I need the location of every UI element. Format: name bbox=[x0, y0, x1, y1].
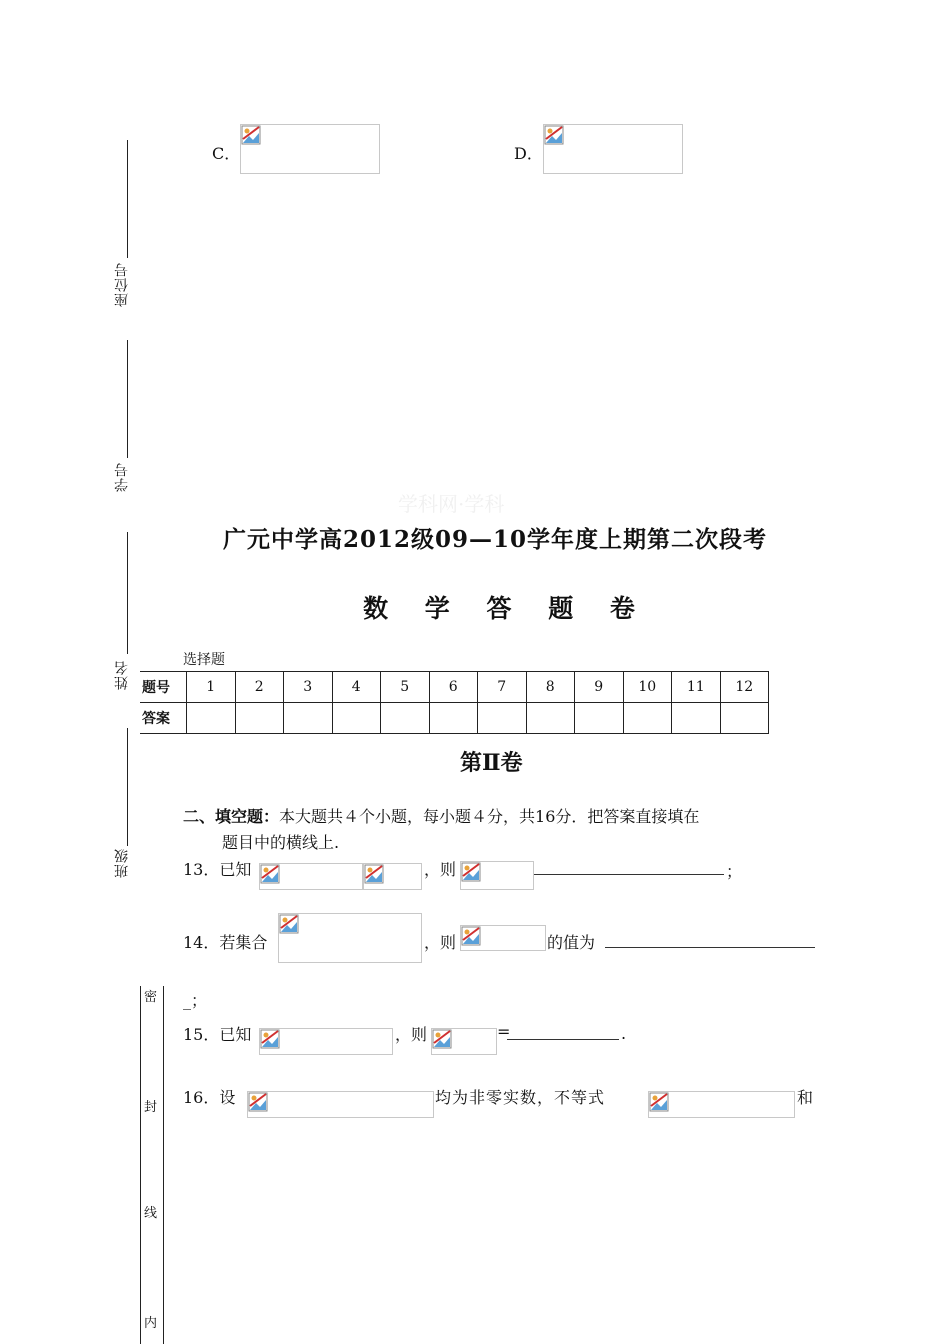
seal-char: 线 bbox=[144, 1206, 158, 1221]
fill-section-text-2: 题目中的横线上. bbox=[222, 833, 340, 852]
answer-cell[interactable] bbox=[672, 703, 721, 734]
answer-cell[interactable] bbox=[187, 703, 236, 734]
answer-table bbox=[140, 671, 769, 734]
table-row bbox=[140, 672, 769, 703]
question-number: 5 bbox=[381, 672, 430, 703]
q15-answer-blank[interactable] bbox=[507, 1039, 619, 1040]
answer-cell[interactable] bbox=[623, 703, 672, 734]
seal-char: 封 bbox=[144, 1100, 158, 1115]
question-number: 11 bbox=[672, 672, 721, 703]
q15-then: ，则 bbox=[395, 1025, 428, 1044]
q15-formula-image bbox=[431, 1028, 497, 1055]
question-number: 4 bbox=[332, 672, 381, 703]
q13-label: 13．已知 bbox=[183, 860, 252, 879]
q16-mid: 均为非零实数，不等式 bbox=[435, 1088, 606, 1107]
q15-formula-image bbox=[259, 1028, 393, 1055]
question-number: 3 bbox=[284, 672, 333, 703]
broken-image-icon bbox=[544, 125, 564, 145]
q16-formula-image bbox=[247, 1091, 434, 1118]
choice-section-label: 选择题 bbox=[183, 652, 225, 668]
fill-section-text: 本大题共４个小题，每小题４分，共16分．把答案直接填在 bbox=[279, 807, 700, 826]
q13-formula-image bbox=[363, 863, 422, 890]
seal-line-box bbox=[140, 986, 164, 1344]
q13-end: ； bbox=[726, 862, 743, 881]
question-number: 10 bbox=[623, 672, 672, 703]
broken-image-icon bbox=[461, 926, 481, 946]
answer-cell[interactable] bbox=[284, 703, 333, 734]
answer-cell[interactable] bbox=[478, 703, 527, 734]
q14-formula-image bbox=[278, 913, 422, 963]
q14-line2: _； bbox=[183, 991, 208, 1010]
broken-image-icon bbox=[364, 864, 384, 884]
option-d-image bbox=[543, 124, 683, 174]
seat-number-label: 座位号 bbox=[114, 262, 130, 307]
q15-label: 15．已知 bbox=[183, 1025, 252, 1044]
option-c-label: C． bbox=[212, 144, 241, 163]
broken-image-icon bbox=[241, 125, 261, 145]
seal-char: 内 bbox=[144, 1316, 158, 1331]
question-number: 7 bbox=[478, 672, 527, 703]
fill-section-desc bbox=[183, 804, 699, 827]
page-subtitle: 数 学 答 题 卷 bbox=[363, 594, 649, 623]
q14-then: ，则 bbox=[424, 933, 457, 952]
answer-cell[interactable] bbox=[720, 703, 769, 734]
broken-image-icon bbox=[260, 1029, 280, 1049]
watermark: 学科网·学科 bbox=[398, 492, 505, 516]
q16-formula-image bbox=[648, 1091, 795, 1118]
q14-formula-image bbox=[460, 925, 546, 951]
q14-answer-blank[interactable] bbox=[605, 947, 815, 948]
q13-then: ，则 bbox=[424, 860, 457, 879]
question-number: 6 bbox=[429, 672, 478, 703]
answer-cell[interactable] bbox=[332, 703, 381, 734]
broken-image-icon bbox=[248, 1092, 268, 1112]
broken-image-icon bbox=[279, 914, 299, 934]
answer-cell[interactable] bbox=[429, 703, 478, 734]
answer-cell[interactable] bbox=[575, 703, 624, 734]
margin-line bbox=[127, 728, 128, 846]
row-header: 题号 bbox=[140, 672, 187, 703]
q14-value-of: 的值为 bbox=[547, 933, 596, 952]
q13-formula-image bbox=[259, 863, 363, 890]
question-number: 2 bbox=[235, 672, 284, 703]
margin-line bbox=[127, 340, 128, 458]
q16-label: 16．设 bbox=[183, 1088, 236, 1107]
question-number: 12 bbox=[720, 672, 769, 703]
answer-cell[interactable] bbox=[235, 703, 284, 734]
q13-formula-image bbox=[460, 861, 534, 890]
question-number: 9 bbox=[575, 672, 624, 703]
broken-image-icon bbox=[432, 1029, 452, 1049]
broken-image-icon bbox=[461, 862, 481, 882]
student-number-label: 学号 bbox=[114, 462, 130, 492]
class-label: 班级 bbox=[114, 848, 130, 878]
question-number: 1 bbox=[187, 672, 236, 703]
part-two-title: 第Ⅱ卷 bbox=[460, 750, 523, 776]
name-label: 姓名 bbox=[114, 660, 130, 690]
broken-image-icon bbox=[260, 864, 280, 884]
q13-answer-blank[interactable] bbox=[534, 874, 724, 875]
answer-cell[interactable] bbox=[526, 703, 575, 734]
q14-label: 14．若集合 bbox=[183, 933, 268, 952]
q15-eq: = bbox=[497, 1022, 511, 1041]
seal-char: 密 bbox=[144, 990, 158, 1005]
option-d-label: D． bbox=[514, 144, 543, 163]
fill-section-heading: 二、填空题： bbox=[183, 807, 280, 826]
broken-image-icon bbox=[649, 1092, 669, 1112]
q16-end: 和 bbox=[797, 1088, 814, 1107]
page-title: 广元中学高2012级09—10学年度上期第二次段考 bbox=[222, 526, 768, 553]
row-header: 答案 bbox=[140, 703, 187, 734]
option-c-image bbox=[240, 124, 380, 174]
q15-end: . bbox=[621, 1024, 627, 1043]
question-number: 8 bbox=[526, 672, 575, 703]
answer-cell[interactable] bbox=[381, 703, 430, 734]
table-row bbox=[140, 703, 769, 734]
margin-line bbox=[127, 140, 128, 258]
